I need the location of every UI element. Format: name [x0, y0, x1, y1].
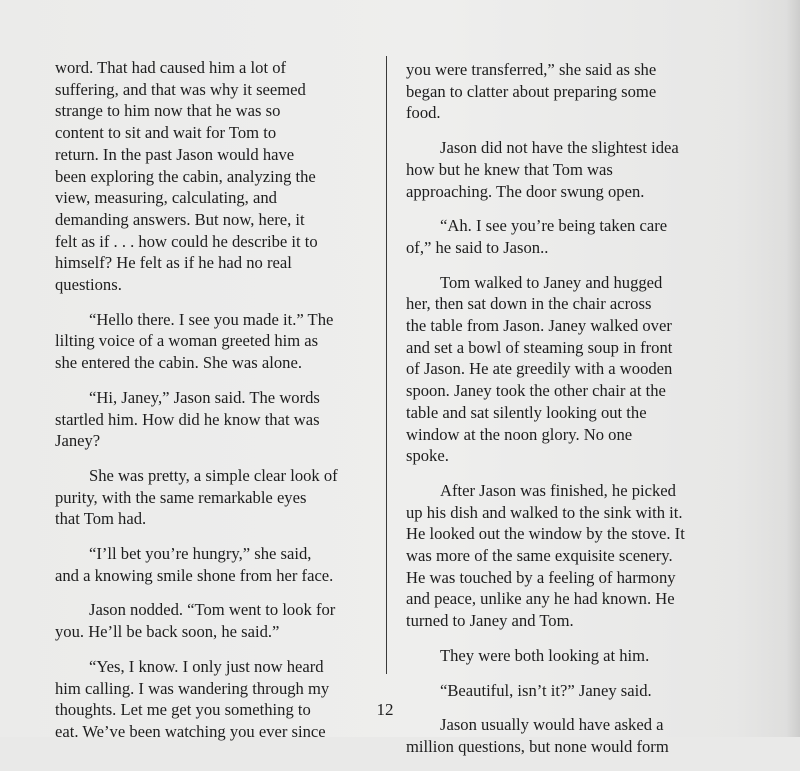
text-line: He was touched by a feeling of harmony — [406, 567, 676, 587]
text-line: you were transferred,” she said as she — [406, 60, 657, 79]
text-line: been exploring the cabin, analyzing the — [55, 166, 316, 186]
paragraph — [55, 57, 371, 296]
left-text-column — [55, 57, 371, 756]
text-line: “Ah. I see you’re being taken care — [440, 216, 668, 236]
paragraph — [406, 59, 724, 124]
text-line: food. — [406, 103, 441, 123]
paragraph — [406, 137, 724, 202]
text-line: content to sit and wait for Tom to — [55, 123, 277, 143]
text-line: purity, with the same remarkable eyes — [55, 487, 307, 507]
text-line: view, measuring, calculating, and — [55, 188, 277, 208]
text-line: window at the noon glory. No one — [406, 424, 633, 444]
page-edge-shadow — [786, 0, 800, 737]
text-line: “Hello there. I see you made it.” The — [89, 309, 334, 329]
paragraph — [406, 480, 724, 632]
paragraph — [55, 599, 371, 642]
page-number: 12 — [376, 700, 394, 719]
text-line: she entered the cabin. She was alone. — [55, 353, 302, 373]
text-line: felt as if . . . how could he describe it to — [55, 231, 318, 251]
text-line: “Yes, I know. I only just now heard — [89, 656, 324, 676]
paragraph — [406, 645, 724, 667]
text-line: spoke. — [406, 446, 449, 466]
text-line: She was pretty, a simple clear look of — [89, 465, 338, 485]
text-line: him calling. I was wandering through my — [55, 678, 330, 698]
text-line: began to clatter about preparing some — [406, 81, 657, 101]
text-line: himself? He felt as if he had no real — [55, 253, 292, 273]
text-line: After Jason was finished, he picked — [440, 480, 676, 500]
text-line: word. That had caused him a lot of — [55, 58, 287, 77]
text-line: up his dish and walked to the sink with it. — [406, 502, 683, 522]
text-line: questions. — [55, 275, 122, 295]
text-line: return. In the past Jason would have — [55, 144, 295, 164]
paragraph — [55, 543, 371, 586]
paragraph — [55, 309, 371, 374]
paragraph — [406, 680, 724, 702]
right-text-column — [406, 59, 724, 771]
text-line: the table from Jason. Janey walked over — [406, 316, 672, 336]
text-line: “Beautiful, isn’t it?” Janey said. — [440, 680, 652, 700]
text-line: million questions, but none would form — [406, 736, 669, 756]
text-line: that Tom had. — [55, 509, 147, 529]
column-divider — [386, 56, 387, 674]
text-line: how but he knew that Tom was — [406, 159, 613, 179]
text-line: and a knowing smile shone from her face. — [55, 565, 334, 585]
text-line: demanding answers. But now, here, it — [55, 209, 305, 229]
paragraph — [406, 272, 724, 467]
paragraph — [406, 714, 724, 757]
text-line: “Hi, Janey,” Jason said. The words — [89, 387, 320, 407]
text-line: suffering, and that was why it seemed — [55, 79, 306, 99]
text-line: lilting voice of a woman greeted him as — [55, 331, 319, 351]
text-line: They were both looking at him. — [440, 645, 650, 665]
text-line: her, then sat down in the chair across — [406, 294, 652, 314]
text-line: Tom walked to Janey and hugged — [440, 272, 663, 292]
text-line: thoughts. Let me get you something to — [55, 700, 311, 720]
text-line: eat. We’ve been watching you ever since — [55, 721, 326, 741]
text-line: and set a bowl of steaming soup in front — [406, 337, 673, 357]
text-line: Janey? — [55, 431, 101, 451]
text-line: you. He’ll be back soon, he said.” — [55, 622, 280, 642]
text-line: spoon. Janey took the other chair at the — [406, 381, 666, 401]
text-line: “I’ll bet you’re hungry,” she said, — [89, 544, 312, 564]
text-line: Jason did not have the slightest idea — [440, 138, 679, 158]
text-line: of Jason. He ate greedily with a wooden — [406, 359, 673, 379]
text-line: He looked out the window by the stove. It — [406, 524, 685, 544]
text-line: startled him. How did he know that was — [55, 409, 320, 429]
paragraph — [55, 387, 371, 452]
text-line: strange to him now that he was so — [55, 101, 281, 121]
text-line: Jason usually would have asked a — [440, 715, 664, 735]
text-line: table and sat silently looking out the — [406, 402, 647, 422]
paragraph — [55, 465, 371, 530]
text-line: was more of the same exquisite scenery. — [406, 546, 673, 566]
text-line: of,” he said to Jason.. — [406, 237, 549, 257]
text-line: approaching. The door swung open. — [406, 181, 645, 201]
text-line: Jason nodded. “Tom went to look for — [89, 600, 336, 620]
text-line: turned to Janey and Tom. — [406, 611, 574, 631]
text-line: and peace, unlike any he had known. He — [406, 589, 675, 609]
paragraph — [406, 215, 724, 258]
